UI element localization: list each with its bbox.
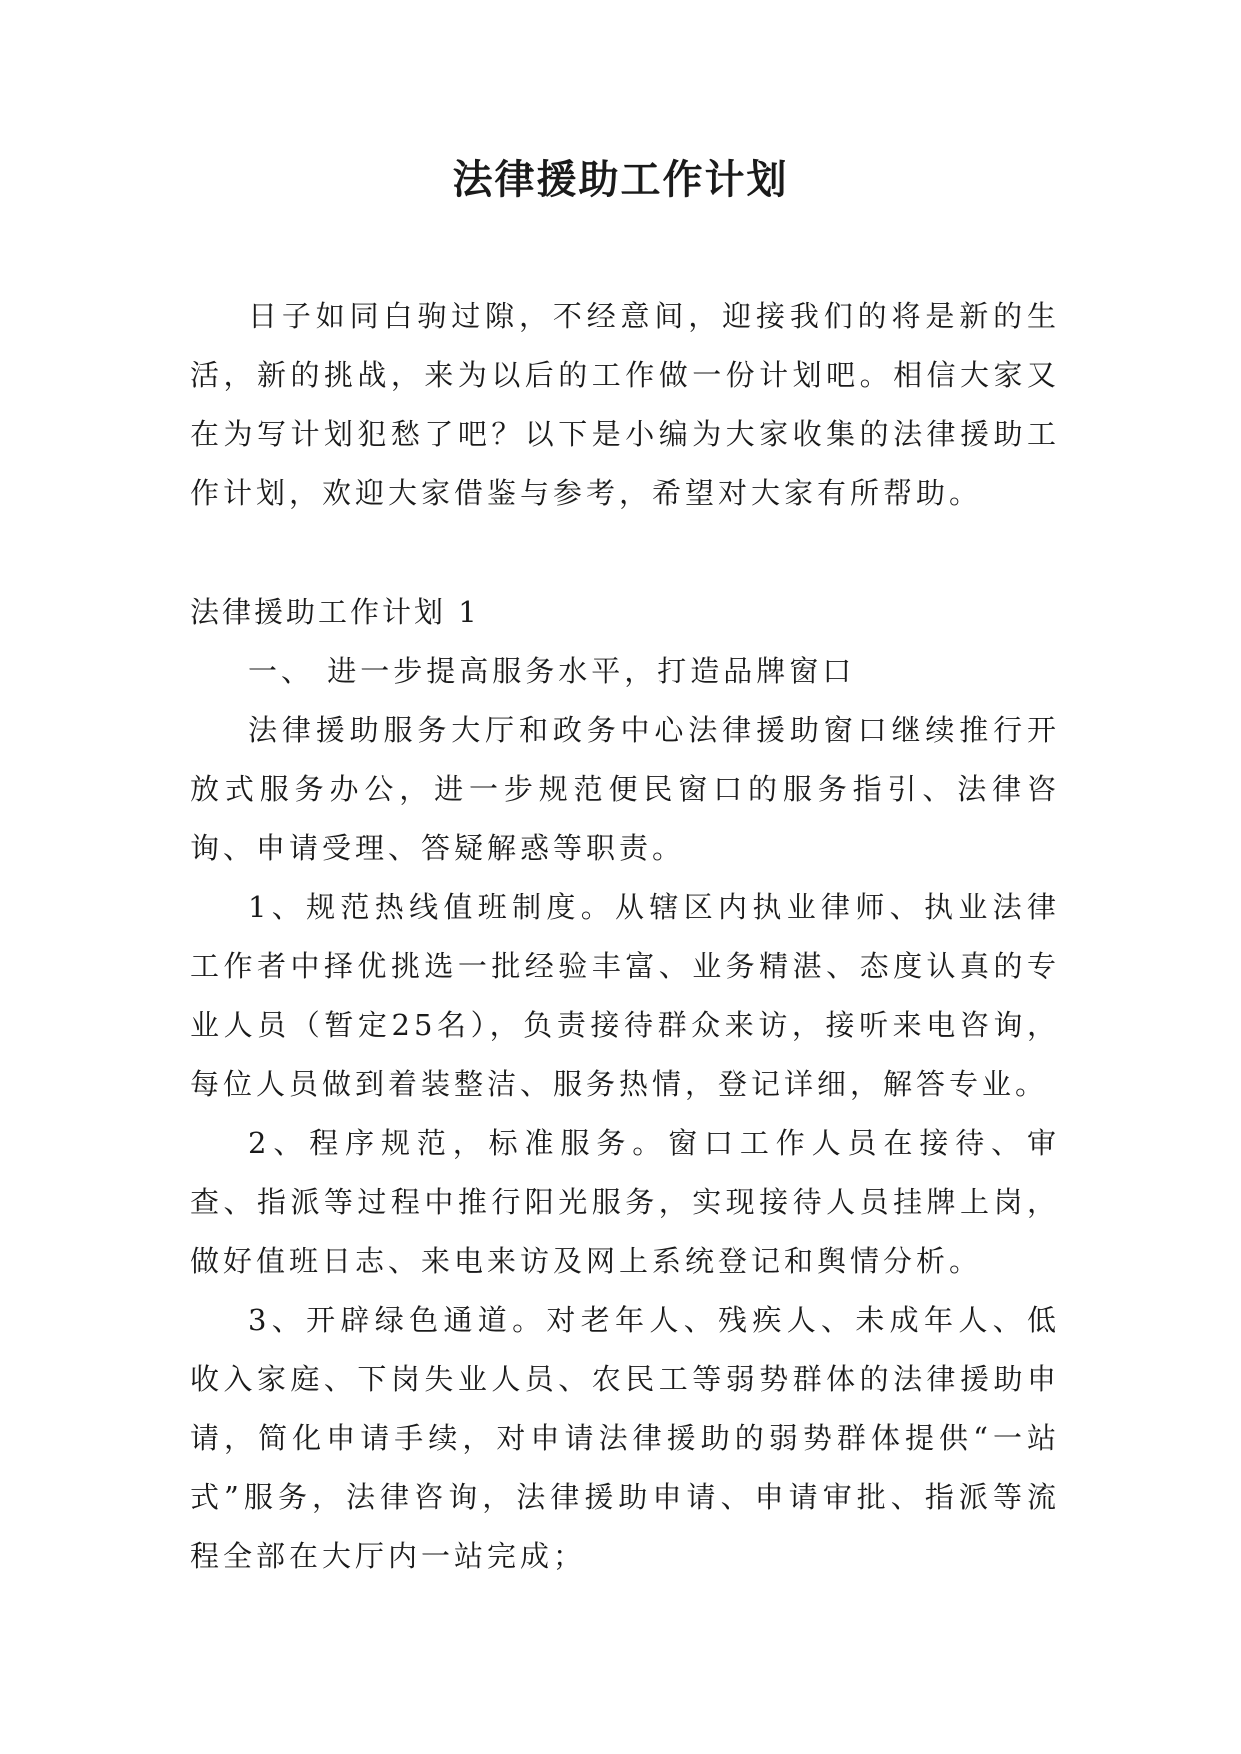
body-paragraph: 法律援助服务大厅和政务中心法律援助窗口继续推行开放式服务办公，进一步规范便民窗口的服务指引、法律咨询、申请受理、答疑解惑等职责。	[190, 713, 1060, 865]
body-paragraph: 2、程序规范，标准服务。窗口工作人员在接待、审查、指派等过程中推行阳光服务，实现接待人员挂牌上岗，做好值班日志、来电来访及网上系统登记和舆情分析。	[190, 1126, 1060, 1278]
subheading: 一、 进一步提高服务水平，打造品牌窗口	[248, 654, 856, 688]
document-body	[190, 287, 1060, 1586]
section-title: 法律援助工作计划 1	[190, 595, 480, 629]
intro-paragraph: 日子如同白驹过隙，不经意间，迎接我们的将是新的生活，新的挑战，来为以后的工作做一份计划吧。相信大家又在为写计划犯愁了吧？以下是小编为大家收集的法律援助工作计划，欢迎大家借鉴与参考，希望对大家有所帮助。	[190, 299, 1060, 510]
document-title: 法律援助工作计划	[452, 156, 789, 203]
body-paragraph: 3、开辟绿色通道。对老年人、残疾人、未成年人、低收入家庭、下岗失业人员、农民工等弱势群体的法律援助申请，简化申请手续，对申请法律援助的弱势群体提供“一站式”服务，法律咨询，法律援助申请、申请审批、指派等流程全部在大厅内一站完成；	[190, 1303, 1060, 1573]
body-paragraph: 1、规范热线值班制度。从辖区内执业律师、执业法律工作者中择优挑选一批经验丰富、业务精湛、态度认真的专业人员（暂定25名），负责接待群众来访，接听来电咨询，每位人员做到着装整洁、服务热情，登记详细，解答专业。	[190, 890, 1060, 1101]
